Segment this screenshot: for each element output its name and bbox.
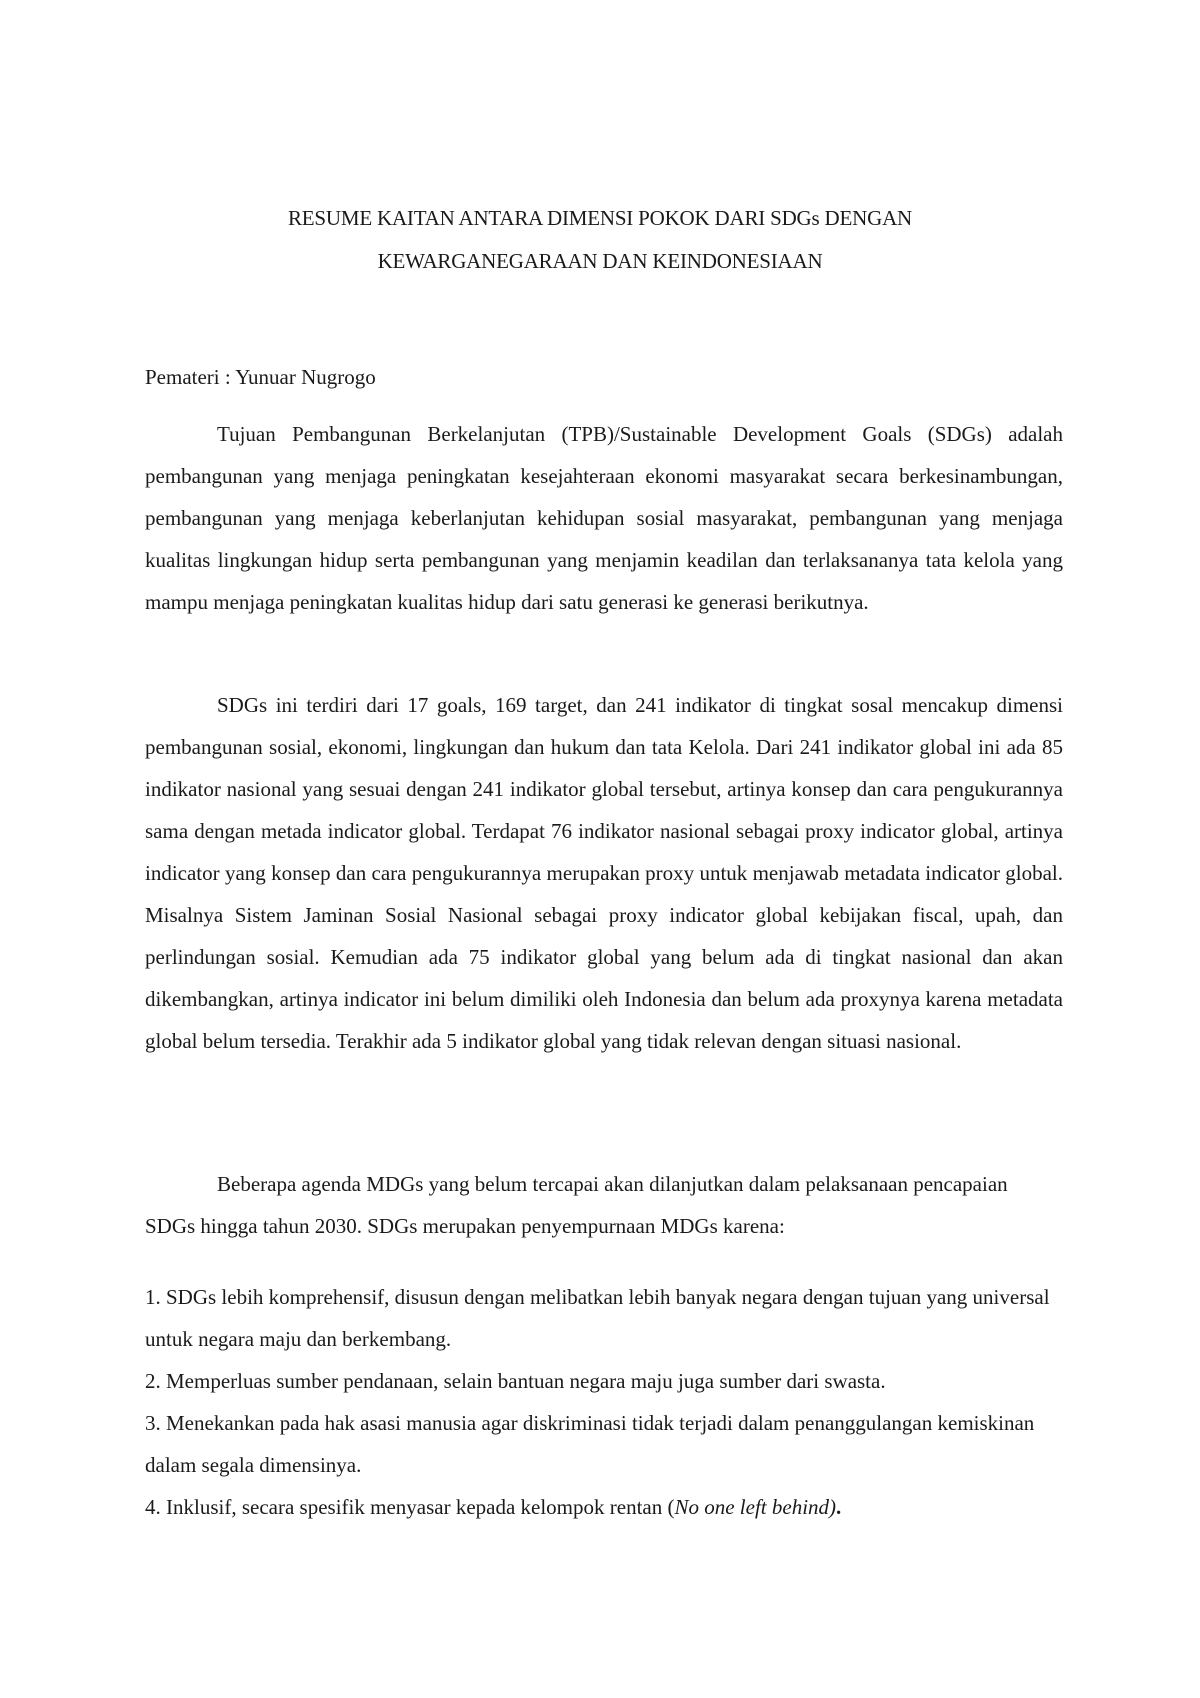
paragraph-2: SDGs ini terdiri dari 17 goals, 169 target, dan 241 indikator di tingkat sosal mencakup dimensi pembangunan sosial, ekonomi, lingkungan dan hukum dan tata Kelola. Dari 241 indikator global ini ada 85 indikator nasional yang sesuai dengan 241 indikator global tersebut, artinya konsep dan cara pengukurannya sama dengan metada indicator global. Terdapat 76 indikator nasional sebagai proxy indicator global, artinya indicator yang konsep dan cara pengukurannya merupakan proxy untuk menjawab metadata indicator global. Misalnya Sistem Jaminan Sosial Nasional sebagai proxy indicator global kebijakan fiscal, upah, dan perlindungan sosial. Kemudian ada 75 indikator global yang belum ada di tingkat nasional dan akan dikembangkan, artinya indicator ini belum dimiliki oleh Indonesia dan belum ada proxynya karena metadata global belum tersedia. Terakhir ada 5 indikator global yang tidak relevan dengan situasi nasional.	[145, 693, 1063, 1053]
list-item-4-period: .	[836, 1495, 842, 1519]
list-item: 3. Menekankan pada hak asasi manusia agar diskriminasi tidak terjadi dalam penanggulangan kemiskinan dalam segala dimensinya.	[145, 1411, 1035, 1477]
list-item: 1. SDGs lebih komprehensif, disusun dengan melibatkan lebih banyak negara dengan tujuan yang universal untuk negara maju dan berkembang.	[145, 1285, 1050, 1351]
list-item	[145, 1486, 1063, 1528]
list-item: 2. Memperluas sumber pendanaan, selain bantuan negara maju juga sumber dari swasta.	[145, 1369, 886, 1393]
document-title-line-2: KEWARGANEGARAAN DAN KEINDONESIAAN	[377, 249, 823, 273]
paragraph-3: Beberapa agenda MDGs yang belum tercapai akan dilanjutkan dalam pelaksanaan pencapaian SDGs hingga tahun 2030. SDGs merupakan penyempurnaan MDGs karena:	[145, 1172, 1008, 1238]
reasons-list	[145, 1276, 1063, 1528]
list-item-4-emphasis: No one left behind)	[674, 1495, 837, 1519]
paragraph-1: Tujuan Pembangunan Berkelanjutan (TPB)/Sustainable Development Goals (SDGs) adalah pembangunan yang menjaga peningkatan kesejahteraan ekonomi masyarakat secara berkesinambungan, pembangunan yang menjaga keberlanjutan kehidupan sosial masyarakat, pembangunan yang menjaga kualitas lingkungan hidup serta pembangunan yang menjamin keadilan dan terlaksananya tata kelola yang mampu menjaga peningkatan kualitas hidup dari satu generasi ke generasi berikutnya.	[145, 422, 1063, 614]
list-item-4-text: 4. Inklusif, secara spesifik menyasar kepada kelompok rentan (	[145, 1495, 675, 1519]
document-title-line-1: RESUME KAITAN ANTARA DIMENSI POKOK DARI SDGs DENGAN	[287, 206, 913, 230]
presenter-line: Pemateri : Yunuar Nugrogo	[145, 365, 376, 389]
